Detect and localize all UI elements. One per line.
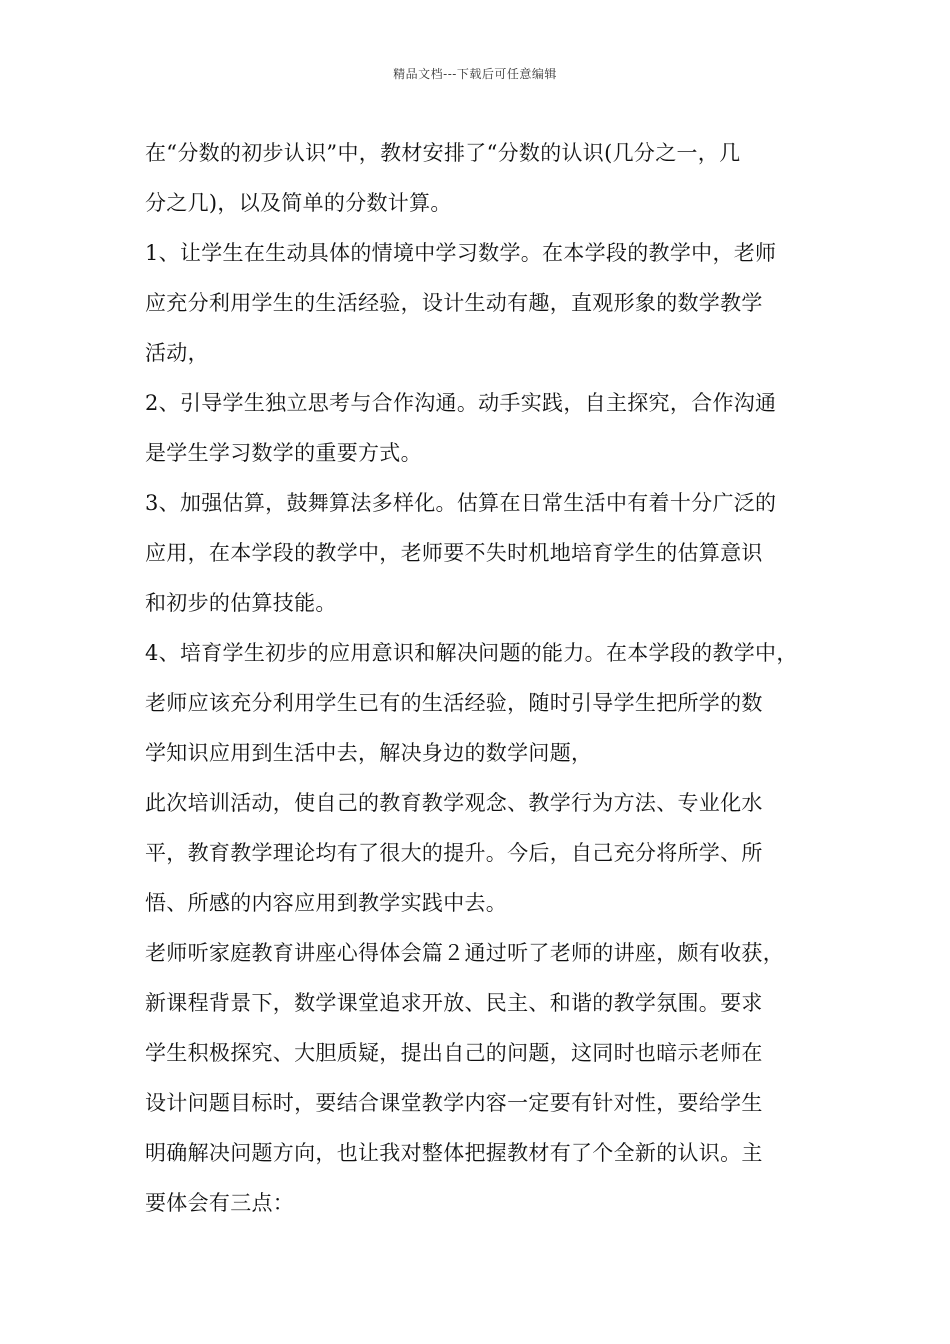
page-header: 精品文档---下载后可任意编辑 xyxy=(393,67,557,81)
text-line: 在“分数的初步认识”中，教材安排了“分数的认识(几分之一，几 xyxy=(145,141,741,165)
text-line: 悟、所感的内容应用到教学实践中去。 xyxy=(145,891,508,915)
text-line: 设计问题目标时，要结合课堂教学内容一定要有针对性，要给学生 xyxy=(145,1091,763,1115)
text-line: 学知识应用到生活中去，解决身边的数学问题， xyxy=(145,741,593,765)
text-line: 分之几)，以及简单的分数计算。 xyxy=(145,191,452,215)
text-line: 新课程背景下，数学课堂追求开放、民主、和谐的教学氛围。要求 xyxy=(145,991,763,1015)
text-line: 和初步的估算技能。 xyxy=(145,591,337,615)
document-body xyxy=(145,128,815,1228)
text-line: 要体会有三点： xyxy=(145,1191,295,1215)
text-line: 活动， xyxy=(145,341,209,365)
text-line: 应用，在本学段的教学中，老师要不失时机地培育学生的估算意识 xyxy=(145,541,763,565)
text-line: 老师听家庭教育讲座心得体会篇２通过听了老师的讲座，颇有收获， xyxy=(145,941,784,965)
text-line: 4、培育学生初步的应用意识和解决问题的能力。在本学段的教学中， xyxy=(145,641,798,665)
text-line: 平，教育教学理论均有了很大的提升。今后，自己充分将所学、所 xyxy=(145,841,763,865)
text-line: 应充分利用学生的生活经验，设计生动有趣，直观形象的数学教学 xyxy=(145,291,763,315)
text-line: 2、引导学生独立思考与合作沟通。动手实践，自主探究，合作沟通 xyxy=(145,391,777,415)
text-line: 学生积极探究、大胆质疑，提出自己的问题，这同时也暗示老师在 xyxy=(145,1041,763,1065)
text-line: 3、加强估算，鼓舞算法多样化。估算在日常生活中有着十分广泛的 xyxy=(145,491,777,515)
text-line: 明确解决问题方向，也让我对整体把握教材有了个全新的认识。主 xyxy=(145,1141,763,1165)
text-line: 老师应该充分利用学生已有的生活经验，随时引导学生把所学的数 xyxy=(145,691,763,715)
text-line: 此次培训活动，使自己的教育教学观念、教学行为方法、专业化水 xyxy=(145,791,763,815)
text-line: 是学生学习数学的重要方式。 xyxy=(145,441,422,465)
text-line: 1、让学生在生动具体的情境中学习数学。在本学段的教学中，老师 xyxy=(145,241,777,265)
